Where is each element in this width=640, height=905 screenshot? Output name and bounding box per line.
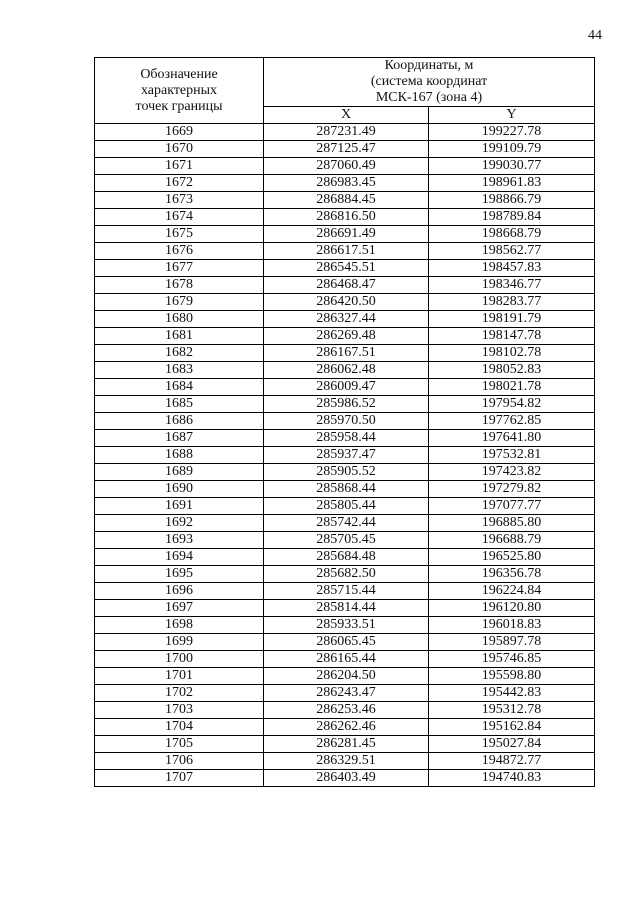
x-coordinate-cell: 286253.46 — [264, 702, 429, 719]
y-coordinate-cell: 194740.83 — [429, 770, 595, 787]
y-coordinate-cell: 198052.83 — [429, 362, 595, 379]
point-cell: 1694 — [95, 549, 264, 566]
y-coordinate-cell: 195162.84 — [429, 719, 595, 736]
table-row — [95, 362, 595, 379]
y-coordinate-cell: 195312.78 — [429, 702, 595, 719]
y-coordinate-cell: 198191.79 — [429, 311, 595, 328]
x-coordinate-cell: 286468.47 — [264, 277, 429, 294]
point-cell: 1684 — [95, 379, 264, 396]
x-coordinate-cell: 286884.45 — [264, 192, 429, 209]
table-row — [95, 651, 595, 668]
y-coordinate-cell: 198457.83 — [429, 260, 595, 277]
y-coordinate-cell: 197077.77 — [429, 498, 595, 515]
y-coordinate-cell: 195598.80 — [429, 668, 595, 685]
y-coordinate-cell: 198961.83 — [429, 175, 595, 192]
point-cell: 1670 — [95, 141, 264, 158]
x-coordinate-cell: 286691.49 — [264, 226, 429, 243]
table-row — [95, 141, 595, 158]
y-coordinate-cell: 198102.78 — [429, 345, 595, 362]
x-coordinate-cell: 286165.44 — [264, 651, 429, 668]
table-row — [95, 260, 595, 277]
x-coordinate-cell: 286403.49 — [264, 770, 429, 787]
point-cell: 1685 — [95, 396, 264, 413]
y-coordinate-cell: 196120.80 — [429, 600, 595, 617]
table-row — [95, 515, 595, 532]
point-cell: 1699 — [95, 634, 264, 651]
y-coordinate-cell: 199109.79 — [429, 141, 595, 158]
table-row — [95, 532, 595, 549]
coordinates-table — [94, 57, 595, 787]
x-coordinate-cell: 285805.44 — [264, 498, 429, 515]
point-cell: 1705 — [95, 736, 264, 753]
coords-header-line-1: Координаты, м — [384, 58, 474, 73]
y-coordinate-cell: 195897.78 — [429, 634, 595, 651]
x-column-header: X — [264, 107, 429, 124]
point-cell: 1697 — [95, 600, 264, 617]
x-coordinate-cell: 286329.51 — [264, 753, 429, 770]
point-cell: 1669 — [95, 124, 264, 141]
point-cell: 1676 — [95, 243, 264, 260]
point-cell: 1707 — [95, 770, 264, 787]
table-row — [95, 668, 595, 685]
table-row — [95, 566, 595, 583]
table-row — [95, 430, 595, 447]
x-coordinate-cell: 287231.49 — [264, 124, 429, 141]
point-cell: 1695 — [95, 566, 264, 583]
y-coordinate-cell: 196018.83 — [429, 617, 595, 634]
x-coordinate-cell: 286816.50 — [264, 209, 429, 226]
point-cell: 1672 — [95, 175, 264, 192]
page-number: 44 — [588, 28, 602, 43]
table-row — [95, 702, 595, 719]
y-coordinate-cell: 197532.81 — [429, 447, 595, 464]
y-coordinate-cell: 196885.80 — [429, 515, 595, 532]
point-cell: 1673 — [95, 192, 264, 209]
point-header-line-3: точек границы — [135, 98, 223, 114]
x-coordinate-cell: 286617.51 — [264, 243, 429, 260]
x-coordinate-cell: 286420.50 — [264, 294, 429, 311]
point-cell: 1679 — [95, 294, 264, 311]
point-cell: 1701 — [95, 668, 264, 685]
x-coordinate-cell: 285937.47 — [264, 447, 429, 464]
y-coordinate-cell: 198283.77 — [429, 294, 595, 311]
y-coordinate-cell: 196525.80 — [429, 549, 595, 566]
table-row — [95, 583, 595, 600]
x-coordinate-cell: 286065.45 — [264, 634, 429, 651]
table-row — [95, 719, 595, 736]
x-coordinate-cell: 287060.49 — [264, 158, 429, 175]
table-row — [95, 770, 595, 787]
point-cell: 1675 — [95, 226, 264, 243]
x-coordinate-cell: 285705.45 — [264, 532, 429, 549]
y-coordinate-cell: 198789.84 — [429, 209, 595, 226]
y-coordinate-cell: 198021.78 — [429, 379, 595, 396]
y-coordinate-cell: 196356.78 — [429, 566, 595, 583]
x-coordinate-cell: 285933.51 — [264, 617, 429, 634]
point-cell: 1693 — [95, 532, 264, 549]
y-coordinate-cell: 198562.77 — [429, 243, 595, 260]
y-coordinate-cell: 199030.77 — [429, 158, 595, 175]
point-cell: 1698 — [95, 617, 264, 634]
y-coordinate-cell: 195746.85 — [429, 651, 595, 668]
x-coordinate-cell: 285958.44 — [264, 430, 429, 447]
point-cell: 1688 — [95, 447, 264, 464]
point-cell: 1690 — [95, 481, 264, 498]
point-cell: 1704 — [95, 719, 264, 736]
point-cell: 1671 — [95, 158, 264, 175]
table-row — [95, 736, 595, 753]
x-coordinate-cell: 286167.51 — [264, 345, 429, 362]
x-coordinate-cell: 285682.50 — [264, 566, 429, 583]
point-cell: 1683 — [95, 362, 264, 379]
x-coordinate-cell: 287125.47 — [264, 141, 429, 158]
table-row — [95, 413, 595, 430]
point-cell: 1689 — [95, 464, 264, 481]
table-row — [95, 311, 595, 328]
point-cell: 1680 — [95, 311, 264, 328]
table-row — [95, 209, 595, 226]
y-coordinate-cell: 196688.79 — [429, 532, 595, 549]
point-cell: 1681 — [95, 328, 264, 345]
y-coordinate-cell: 198866.79 — [429, 192, 595, 209]
x-coordinate-cell: 285684.48 — [264, 549, 429, 566]
point-header-line-2: характерных — [140, 82, 218, 98]
y-coordinate-cell: 195442.83 — [429, 685, 595, 702]
table-row — [95, 464, 595, 481]
x-coordinate-cell: 285905.52 — [264, 464, 429, 481]
x-coordinate-cell: 285986.52 — [264, 396, 429, 413]
point-cell: 1706 — [95, 753, 264, 770]
x-coordinate-cell: 286983.45 — [264, 175, 429, 192]
point-cell: 1686 — [95, 413, 264, 430]
x-coordinate-cell: 286243.47 — [264, 685, 429, 702]
y-coordinate-cell: 197423.82 — [429, 464, 595, 481]
point-cell: 1691 — [95, 498, 264, 515]
point-header-line-1: Обозначение — [140, 66, 218, 82]
table-body — [95, 124, 595, 787]
x-coordinate-cell: 286281.45 — [264, 736, 429, 753]
table-row — [95, 158, 595, 175]
y-coordinate-cell: 196224.84 — [429, 583, 595, 600]
table-row — [95, 192, 595, 209]
table-row — [95, 175, 595, 192]
y-coordinate-cell: 199227.78 — [429, 124, 595, 141]
table-row — [95, 447, 595, 464]
table-row — [95, 549, 595, 566]
coords-header-line-3: МСК-167 (зона 4) — [375, 90, 483, 105]
x-coordinate-cell: 286062.48 — [264, 362, 429, 379]
y-coordinate-cell: 198346.77 — [429, 277, 595, 294]
point-cell: 1677 — [95, 260, 264, 277]
table-row — [95, 634, 595, 651]
point-cell: 1687 — [95, 430, 264, 447]
table-row — [95, 277, 595, 294]
point-cell: 1702 — [95, 685, 264, 702]
y-coordinate-cell: 197954.82 — [429, 396, 595, 413]
point-cell: 1692 — [95, 515, 264, 532]
x-coordinate-cell: 285970.50 — [264, 413, 429, 430]
table-row — [95, 294, 595, 311]
x-coordinate-cell: 285814.44 — [264, 600, 429, 617]
table-row — [95, 379, 595, 396]
y-coordinate-cell: 197641.80 — [429, 430, 595, 447]
y-coordinate-cell: 198668.79 — [429, 226, 595, 243]
x-coordinate-cell: 285715.44 — [264, 583, 429, 600]
y-coordinate-cell: 195027.84 — [429, 736, 595, 753]
x-coordinate-cell: 286545.51 — [264, 260, 429, 277]
point-cell: 1674 — [95, 209, 264, 226]
point-cell: 1696 — [95, 583, 264, 600]
x-coordinate-cell: 286204.50 — [264, 668, 429, 685]
point-cell: 1700 — [95, 651, 264, 668]
y-column-header: Y — [429, 107, 595, 124]
x-coordinate-cell: 286269.48 — [264, 328, 429, 345]
table-row — [95, 124, 595, 141]
table-row — [95, 243, 595, 260]
x-coordinate-cell: 285868.44 — [264, 481, 429, 498]
point-cell: 1678 — [95, 277, 264, 294]
table-row — [95, 396, 595, 413]
table-row — [95, 328, 595, 345]
table-row — [95, 345, 595, 362]
table-row — [95, 600, 595, 617]
table-row — [95, 481, 595, 498]
table-row — [95, 617, 595, 634]
x-coordinate-cell: 286262.46 — [264, 719, 429, 736]
point-cell: 1682 — [95, 345, 264, 362]
table-header — [95, 58, 595, 124]
table-row — [95, 226, 595, 243]
y-coordinate-cell: 197279.82 — [429, 481, 595, 498]
table-row — [95, 498, 595, 515]
y-coordinate-cell: 198147.78 — [429, 328, 595, 345]
table-row — [95, 685, 595, 702]
y-coordinate-cell: 194872.77 — [429, 753, 595, 770]
y-coordinate-cell: 197762.85 — [429, 413, 595, 430]
point-column-header — [95, 58, 264, 124]
point-cell: 1703 — [95, 702, 264, 719]
coords-header-line-2: (система координат — [370, 74, 488, 89]
table-row — [95, 753, 595, 770]
x-coordinate-cell: 285742.44 — [264, 515, 429, 532]
coordinates-header — [264, 58, 595, 107]
x-coordinate-cell: 286009.47 — [264, 379, 429, 396]
x-coordinate-cell: 286327.44 — [264, 311, 429, 328]
